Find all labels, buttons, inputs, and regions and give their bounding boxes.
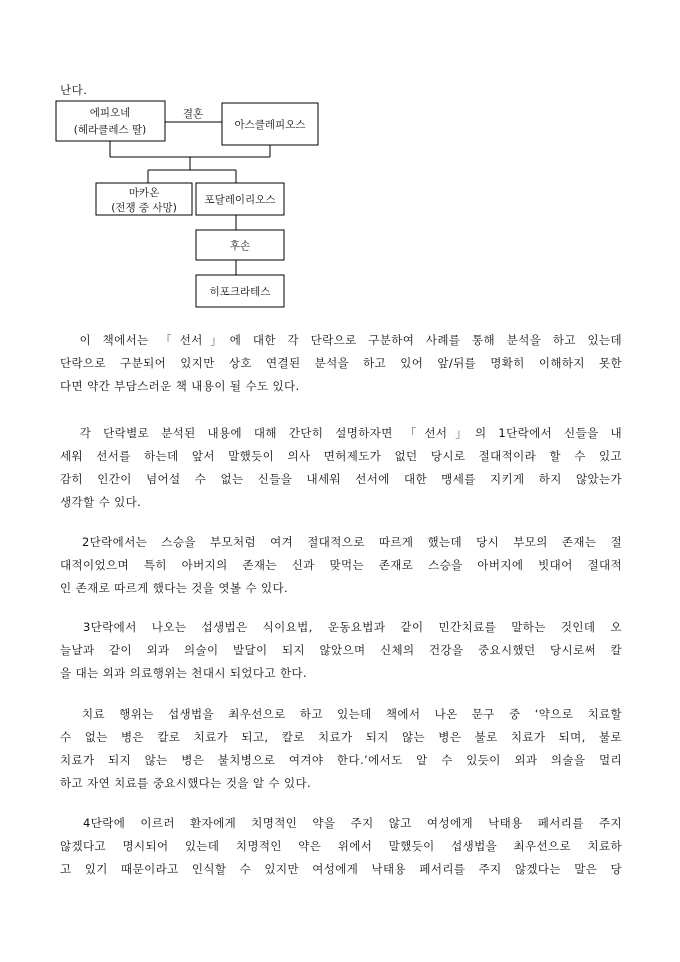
paragraph-2 bbox=[60, 422, 622, 514]
paragraph-line: 2단락에서는 스승을 부모처럼 여겨 절대적으로 따르게 했는데 당시 부모의 존재는 절 bbox=[60, 535, 622, 549]
node-epione-note: (헤라클레스 딸) bbox=[73, 124, 147, 136]
paragraph-line: 이 책에서는 「선서」에 대한 각 단락으로 구분하여 사례를 통해 분석을 하고 있는데 bbox=[60, 333, 622, 347]
node-asclepius-name: 아스클레피오스 bbox=[234, 119, 306, 131]
paragraph-line: 수 없는 병은 칼로 치료가 되고, 칼로 치료가 되지 않는 병은 불로 치료가 되며, 불로 bbox=[60, 730, 622, 744]
paragraph-line: 하고 자연 치료를 중요시했다는 것을 알 수 있다. bbox=[60, 776, 312, 790]
paragraph-line: 치료 행위는 섭생법을 최우선으로 하고 있는데 책에서 나온 문구 중 ‘약으로 치료할 bbox=[60, 707, 622, 721]
paragraph-line: 단락으로 구분되어 있지만 상호 연결된 분석을 하고 있어 앞/뒤를 명확히 이해하지 못한 bbox=[60, 356, 622, 370]
paragraph-line: 고 있기 때문이라고 인식할 수 있지만 여성에게 낙태용 페서리를 주지 않겠다는 말은 당 bbox=[60, 862, 622, 876]
paragraph-line: 다면 약간 부담스러운 책 내용이 될 수도 있다. bbox=[60, 379, 300, 393]
paragraph-line: 을 대는 외과 의료행위는 천대시 되었다고 한다. bbox=[60, 666, 308, 680]
lead-text: 난다. bbox=[60, 83, 88, 97]
paragraph-line: 각 단락별로 분석된 내용에 대해 간단히 설명하자면 「선서」의 1단락에서 신들을 내 bbox=[60, 426, 622, 440]
paragraph-6 bbox=[60, 812, 622, 881]
paragraph-line: 감히 인간이 넘어설 수 없는 신들을 내세워 선서에 대한 맹세를 지키게 하지 않았는가 bbox=[60, 472, 622, 486]
paragraph-4 bbox=[60, 616, 622, 685]
paragraph-3 bbox=[60, 531, 622, 600]
node-hippocrates-name: 히포크라테스 bbox=[209, 286, 271, 298]
paragraph-1 bbox=[60, 329, 622, 398]
paragraph-line: 인 존재로 따르게 했다는 것을 엿볼 수 있다. bbox=[60, 581, 289, 595]
paragraph-line: 늘날과 같이 외과 의술이 발달이 되지 않았으며 신체의 건강을 중요시했던 당시로써 칼 bbox=[60, 643, 622, 657]
paragraph-line: 치료가 되지 않는 병은 불치병으로 여겨야 한다.’에서도 알 수 있듯이 외과 의술을 멀리 bbox=[60, 753, 622, 767]
node-descendants-name: 후손 bbox=[229, 240, 251, 252]
paragraph-5 bbox=[60, 703, 622, 795]
node-epione-name: 에피오네 bbox=[89, 107, 131, 119]
paragraph-line: 세워 선서를 하는데 앞서 말했듯이 의사 면허제도가 없던 당시로 절대적이라 할 수 있고 bbox=[60, 449, 622, 463]
paragraph-line: 3단락에서 나오는 섭생법은 식이요법, 운동요법과 같이 민간치료를 말하는 것인데 오 bbox=[60, 620, 622, 634]
node-machaon-note: (전쟁 중 사망) bbox=[111, 202, 177, 214]
paragraph-line: 생각할 수 있다. bbox=[60, 495, 142, 509]
family-tree-diagram bbox=[0, 0, 680, 320]
node-podalirius-name: 포달레이리오스 bbox=[204, 194, 276, 206]
paragraph-line: 대적이었으며 특히 아버지의 존재는 신과 맞먹는 존재로 스승을 아버지에 빗대어 절대적 bbox=[60, 558, 622, 572]
edge-label-marriage: 결혼 bbox=[182, 108, 204, 120]
node-machaon-name: 마카온 bbox=[128, 187, 160, 199]
paragraph-line: 4단락에 이르러 환자에게 치명적인 약을 주지 않고 여성에게 낙태용 페서리를 주지 bbox=[60, 816, 622, 830]
paragraph-line: 않겠다고 명시되어 있는데 치명적인 약은 위에서 말했듯이 섭생법을 최우선으로 치료하 bbox=[60, 839, 622, 853]
